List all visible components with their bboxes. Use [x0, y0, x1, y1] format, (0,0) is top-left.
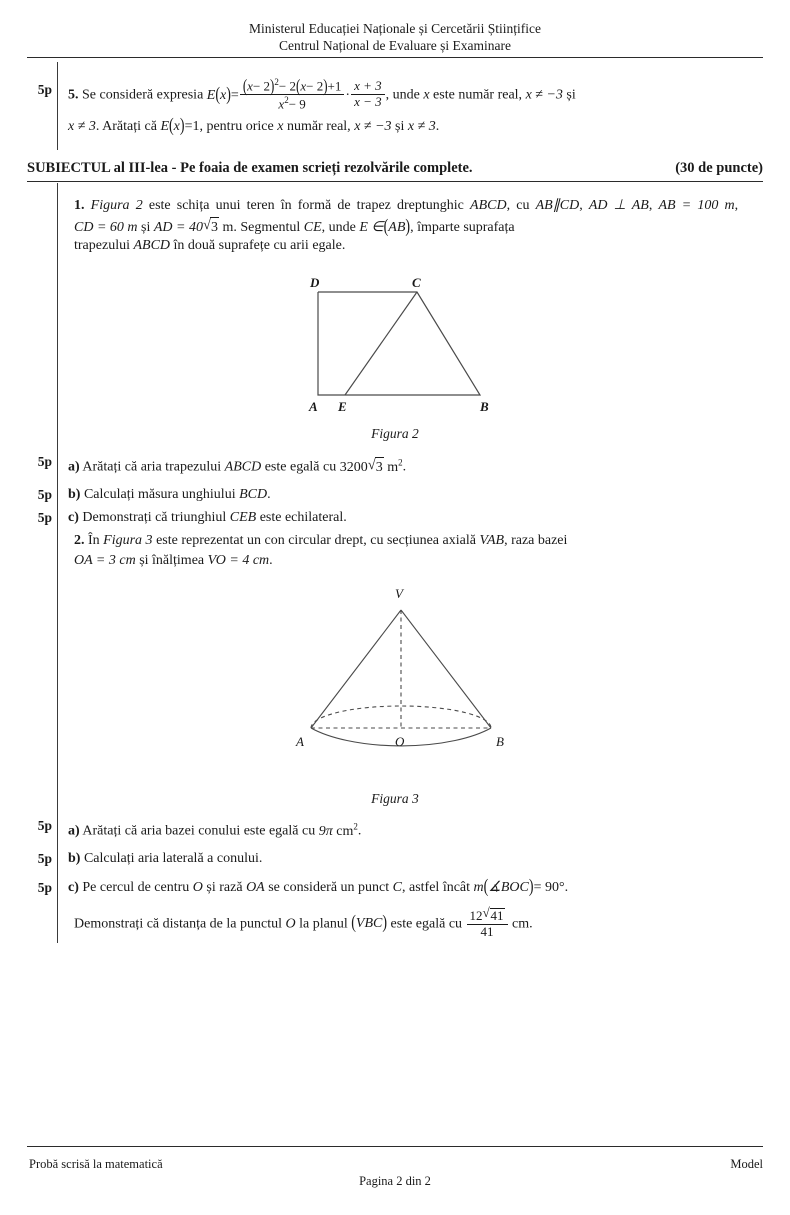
p1-a-letter: a)	[68, 459, 80, 475]
problem1-ab-interval: AB	[388, 220, 406, 235]
item5-Ex-eq-1: E(x)=1	[160, 116, 200, 137]
p2-c-l2b: la planul	[299, 916, 348, 932]
ministry-line: Ministerul Educației Naționale și Cercetării Științifice	[248, 21, 542, 36]
footer-left-text: Probă scrisă la matematică	[29, 1157, 163, 1171]
p2-c-l2a: Demonstrați că distanța de la punctul	[74, 916, 282, 932]
slant-VA	[311, 610, 401, 728]
label-V: V	[395, 586, 403, 601]
p1-a-unit-pow: 2	[398, 457, 403, 467]
problem1-ce: CE	[303, 220, 322, 235]
footer-divider	[27, 1146, 763, 1147]
item5-expression: E(x)= $\frac{(x- 2)^2- 2(x- 2)+1}{x^2- 9}$ · $\frac{x + 3}{x - 3}$	[207, 88, 386, 103]
expr-fraction-2	[351, 79, 385, 109]
expr-E: E	[206, 87, 216, 103]
p1-a-value-lead: 3200	[339, 459, 368, 475]
item5-and: și	[566, 87, 576, 103]
p2-c-angle-name: ∡BOC	[488, 880, 529, 895]
expr-fraction-1: $\frac{(x- 2)^2- 2(x- 2)+1}{x^2- 9}$	[240, 77, 345, 112]
p2-c-frac-num-lead: 12	[469, 908, 483, 923]
p1-a-math: ABCD	[224, 459, 262, 475]
item5-l2c: număr real,	[286, 119, 351, 134]
p2-c-frac-root: 41	[490, 908, 504, 923]
figure-2-svg	[290, 272, 520, 422]
p1-c-textb: este echilateral.	[259, 510, 347, 525]
problem1-t7: , împarte suprafața	[410, 220, 515, 235]
f1-plus1: +1	[327, 78, 342, 94]
p2-b-letter: b)	[68, 851, 81, 866]
problem1-t2: , cu	[506, 198, 530, 213]
item5-tail2: este număr real,	[433, 87, 523, 103]
f1-den-rest: − 9	[288, 96, 306, 112]
problem2-figref: Figura 3	[103, 533, 153, 548]
item5-number: 5.	[68, 87, 79, 103]
subject-left-border	[57, 183, 58, 943]
p1-a-text: Arătați că aria trapezului	[82, 459, 222, 475]
item5-line2	[68, 117, 740, 137]
problem1-ad-root: 3	[210, 217, 219, 238]
problem1-parallel: AB∥CD	[535, 198, 580, 213]
label-E: E	[338, 399, 347, 414]
label-A: A	[309, 399, 318, 414]
problem1-t5: . Segmentul	[233, 220, 301, 235]
label-O: O	[395, 734, 405, 749]
problem1-e-in-ab: E ∈(AB)	[359, 217, 411, 238]
p2-item-c	[68, 878, 738, 898]
problem2-and: și înălțimea	[139, 553, 205, 568]
label-B: B	[480, 399, 489, 414]
problem1-abcd: ABCD	[470, 198, 507, 213]
item5-l2-cond2: x ≠ 3	[407, 119, 436, 134]
p2-a-unit-pow: 2	[353, 821, 358, 831]
p2-c-t2: și rază	[206, 880, 243, 895]
p1-item-b	[68, 485, 740, 505]
p2-c-t3: se consideră un punct	[268, 880, 390, 895]
p2-c-points: 5p	[37, 880, 52, 895]
item5-l2b: , pentru orice	[199, 119, 274, 134]
problem1-t1: este schița unui teren în formă de trapez dreptunghic	[148, 198, 464, 213]
p1-item-a	[68, 452, 740, 478]
p1-item-c	[68, 508, 740, 528]
problem2-statement	[74, 531, 738, 551]
problem1-and: și	[141, 220, 151, 235]
item5-l2-cond1: x ≠ −3	[354, 119, 392, 134]
problem1-ad	[154, 220, 234, 235]
p2-c-plane: (VBC)	[351, 913, 388, 934]
p2-a-end: .	[357, 823, 362, 839]
p1-b-points: 5p	[37, 487, 52, 502]
p1-b-end: .	[267, 487, 271, 502]
f1-den-x: x	[278, 96, 285, 112]
p1-a-value	[339, 457, 403, 475]
p2-c-angle: m(∡BOC)= 90°	[473, 877, 565, 898]
problem1-t9: în două suprafețe cu arii egale.	[173, 238, 346, 253]
footer-page-number: Pagina 2 din 2	[359, 1174, 431, 1188]
problem1-t3: ,	[579, 198, 583, 213]
p2-c-m: m	[473, 880, 484, 895]
figure-3-caption: Figura 3	[371, 791, 419, 806]
p2-c-fraction	[467, 907, 508, 939]
p2-c-end: .	[529, 916, 533, 932]
problem2-end: .	[269, 553, 273, 568]
p2-item-c-line2	[74, 908, 744, 940]
p2-b-text: Calculați aria laterală a conului.	[83, 851, 263, 866]
p2-c-letter: c)	[68, 880, 79, 895]
p2-a-points: 5p	[37, 818, 52, 833]
p2-b-points: 5p	[37, 851, 52, 866]
p2-c-l2c: este egală cu	[390, 916, 463, 932]
item5-cond2: x ≠ 3	[68, 119, 96, 134]
p2-c-t5: .	[564, 880, 569, 895]
trapezoid-outline	[318, 292, 480, 395]
p1-b-text: Calculați măsura unghiului	[83, 487, 236, 502]
problem1-cd: CD = 60 m	[74, 220, 138, 235]
center-line: Centrul Național de Evaluare și Examinare	[278, 38, 512, 53]
subject-title: SUBIECTUL al III-lea - Pe foaia de examen scrieți rezolvările complete.	[27, 160, 473, 176]
p1-a-points: 5p	[37, 454, 52, 469]
item5-points: 5p	[37, 82, 52, 97]
problem2-vo: VO = 4 cm	[207, 553, 270, 568]
label-B: B	[496, 734, 504, 749]
p1-b-letter: b)	[68, 487, 81, 502]
item5-period: .	[435, 119, 440, 134]
p2-c-l2-o: O	[285, 916, 296, 932]
problem2-number: 2.	[74, 533, 85, 548]
problem2-statement-line2	[74, 551, 738, 571]
f2-den: x − 3	[351, 94, 385, 110]
label-D: D	[310, 275, 320, 290]
subject-heading	[27, 160, 763, 177]
f1-x: x	[247, 78, 253, 94]
p2-c-t1: Pe cercul de centru	[82, 880, 190, 895]
p2-c-unit: cm	[512, 916, 530, 932]
problem2-lead: În	[88, 533, 100, 548]
problem1-t8: trapezului	[74, 238, 130, 253]
f1-x2: x	[300, 78, 307, 94]
expr-equals: =	[230, 87, 239, 103]
expr-E-arg: x	[220, 87, 227, 103]
item5-l2-var: x	[277, 119, 284, 134]
p2-c-o: O	[192, 880, 203, 895]
figure-2-caption: Figura 2	[371, 426, 419, 441]
subject-divider	[27, 181, 763, 182]
p2-c-frac-den: 41	[467, 924, 508, 940]
item5-l2a: . Arătați că	[95, 119, 157, 134]
p1-a-end: .	[402, 459, 407, 475]
problem1-ad-lead: AD = 40	[153, 220, 203, 235]
p2-c-c: C	[392, 880, 402, 895]
problem2-t1: este reprezentat un con circular drept, cu secțiunea axială	[156, 533, 476, 548]
p1-c-points: 5p	[37, 510, 52, 525]
problem1-t4: ,	[648, 198, 653, 213]
problem1-comma: ,	[734, 198, 739, 213]
f1-minus2: − 2	[252, 78, 271, 94]
problem1-number: 1.	[74, 198, 85, 213]
problem1-t6: , unde	[321, 220, 356, 235]
item5-line1	[68, 75, 740, 113]
problem1-perp: AD ⊥ AB	[588, 198, 649, 213]
p1-a-unit: m	[387, 459, 399, 475]
item5-var: x	[423, 87, 430, 103]
p2-a-unit: cm	[336, 823, 354, 839]
p1-c-letter: c)	[68, 510, 79, 525]
p2-item-a	[68, 816, 740, 842]
p2-a-value	[318, 821, 358, 839]
item5-left-border	[57, 62, 58, 150]
item5-E: E	[160, 119, 169, 134]
p1-b-math: BCD	[239, 487, 268, 502]
problem2-t2: , raza bazei	[504, 533, 568, 548]
problem1-abcd2: ABCD	[133, 238, 171, 253]
p2-a-letter: a)	[68, 823, 80, 839]
figure-3-svg	[290, 580, 520, 770]
label-A: A	[296, 734, 304, 749]
p1-c-text: Demonstrați că triunghiul	[82, 510, 227, 525]
problem2-oa: OA = 3 cm	[74, 553, 136, 568]
problem1-statement-line3	[74, 236, 738, 256]
footer-right-text: Model	[730, 1157, 763, 1171]
f1-minus2b: − 2	[278, 78, 296, 94]
p2-c-angle-eq: = 90°	[533, 880, 565, 895]
expr-dot: ·	[345, 87, 351, 103]
p2-c-oa: OA	[246, 880, 265, 895]
problem1-e-in: E ∈	[359, 220, 384, 235]
p1-a-root: 3	[375, 457, 384, 478]
item5-lead: Se consideră expresia	[82, 87, 204, 103]
document-header	[0, 20, 790, 54]
problem2-vab: VAB	[479, 533, 505, 548]
problem1-statement	[74, 196, 738, 238]
f2-num: x + 3	[354, 78, 382, 94]
f1-den-pow: 2	[284, 94, 289, 105]
subject-points: (30 de puncte)	[675, 160, 763, 176]
p2-c-plane-name: VBC	[355, 916, 383, 932]
item5-cond1: x ≠ −3	[525, 87, 563, 103]
p1-a-textb: este egală cu	[264, 459, 337, 475]
slant-VB	[401, 610, 491, 728]
item5-tail1: , unde	[385, 87, 420, 103]
p2-a-text: Arătați că aria bazei conului este egală cu	[82, 823, 316, 839]
item5-l2-and: și	[395, 119, 405, 134]
item5-E-arg: x	[173, 119, 180, 134]
p2-c-t4: , astfel încât	[402, 880, 471, 895]
problem1-figref: Figura 2	[90, 198, 143, 213]
problem1-ab: AB = 100 m	[658, 198, 735, 213]
segment-CE	[345, 292, 417, 395]
header-divider	[27, 57, 763, 58]
f1-power: 2	[274, 77, 279, 87]
p1-c-math: CEB	[229, 510, 257, 525]
label-C: C	[412, 275, 421, 290]
problem1-ad-unit: m	[222, 220, 234, 235]
figure-3-cone	[290, 580, 520, 770]
item5-E-eq: =1	[184, 119, 200, 134]
p2-a-value-num: 9π	[318, 823, 333, 839]
figure-2-trapezoid	[290, 272, 520, 422]
f1-minus2c: − 2	[306, 78, 324, 94]
p2-item-b	[68, 849, 740, 869]
